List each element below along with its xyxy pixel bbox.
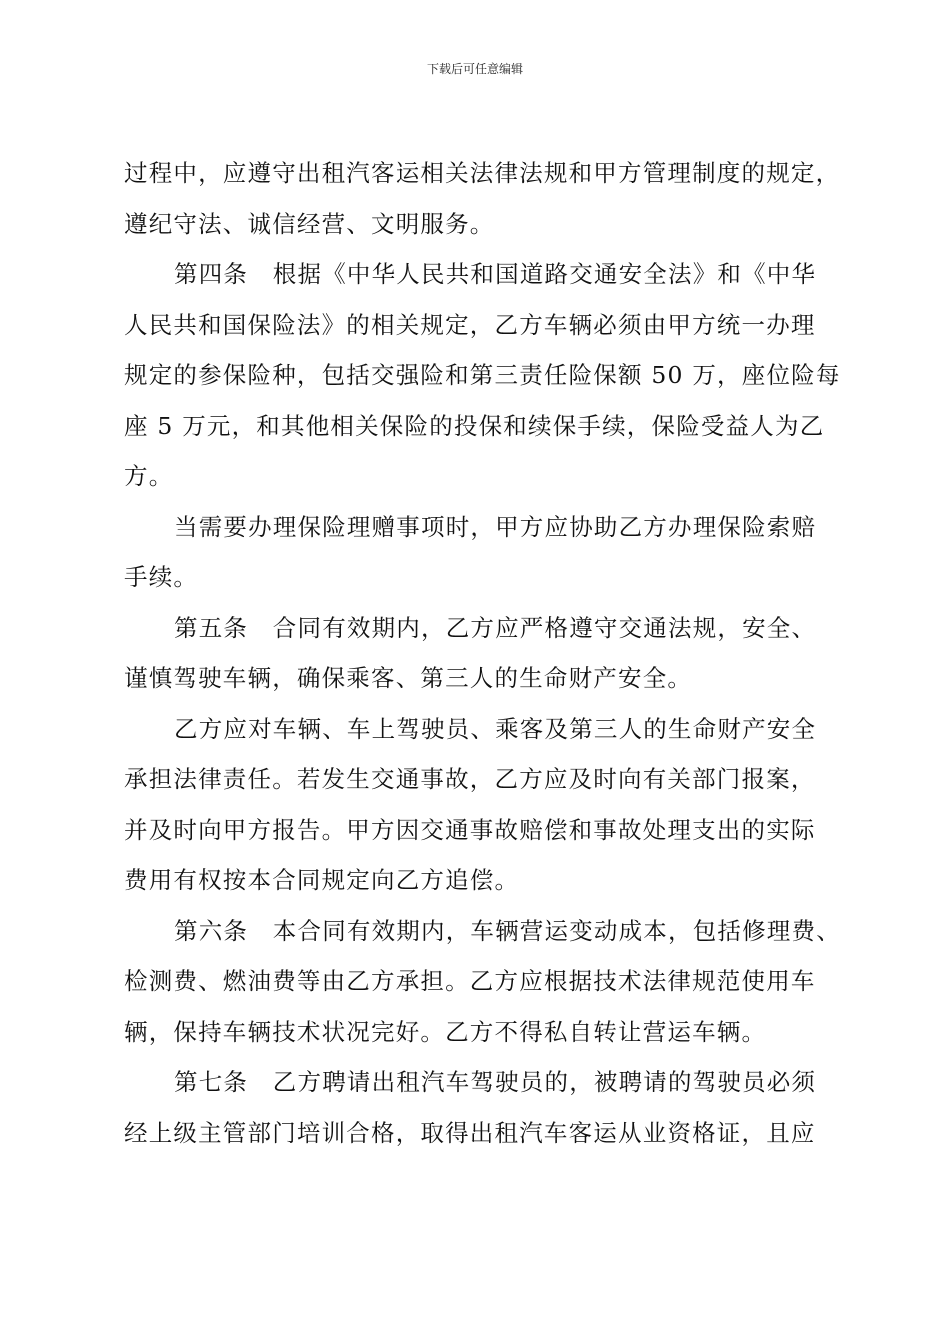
text-line: 第五条 合同有效期内，乙方应严格遵守交通法规，安全、 bbox=[174, 613, 817, 642]
text-line: 方。 bbox=[124, 462, 174, 490]
text-line: 经上级主管部门培训合格，取得出租汽车客运从业资格证，且应 bbox=[124, 1118, 816, 1147]
text-line: 规定的参保险种，包括交强险和第三责任险保额 50 万，座位险每 bbox=[124, 361, 841, 389]
text-line: 谨慎驾驶车辆，确保乘客、第三人的生命财产安全。 bbox=[124, 664, 693, 692]
text-line: 手续。 bbox=[124, 563, 199, 591]
text-line: 第六条 本合同有效期内，车辆营运变动成本，包括修理费、 bbox=[174, 916, 841, 945]
text-line: 人民共和国保险法》的相关规定，乙方车辆必须由甲方统一办理 bbox=[124, 310, 816, 339]
text-line: 并及时向甲方报告。甲方因交通事故赔偿和事故处理支出的实际 bbox=[124, 815, 816, 844]
text-line: 第七条 乙方聘请出租汽车驾驶员的，被聘请的驾驶员必须 bbox=[174, 1068, 817, 1096]
text-line: 第四条 根据《中华人民共和国道路交通安全法》和《中华 bbox=[174, 260, 817, 288]
text-line: 遵纪守法、诚信经营、文明服务。 bbox=[124, 209, 495, 238]
page-header: 下载后可任意编辑 bbox=[426, 62, 523, 76]
text-line: 过程中，应遵守出租汽客运相关法律法规和甲方管理制度的规定， bbox=[124, 159, 841, 187]
text-line: 检测费、燃油费等由乙方承担。乙方应根据技术法律规范使用车 bbox=[124, 967, 816, 995]
text-line: 辆，保持车辆技术状况完好。乙方不得私自转让营运车辆。 bbox=[124, 1017, 767, 1046]
text-line: 承担法律责任。若发生交通事故，乙方应及时向有关部门报案， bbox=[124, 765, 816, 793]
text-line: 当需要办理保险理赠事项时，甲方应协助乙方办理保险索赔 bbox=[174, 512, 817, 541]
text-line: 费用有权按本合同规定向乙方追偿。 bbox=[124, 866, 520, 894]
text-line: 座 5 万元，和其他相关保险的投保和续保手续，保险受益人为乙 bbox=[124, 411, 825, 440]
text-line: 乙方应对车辆、车上驾驶员、乘客及第三人的生命财产安全 bbox=[174, 714, 817, 743]
document-body bbox=[124, 148, 840, 1158]
